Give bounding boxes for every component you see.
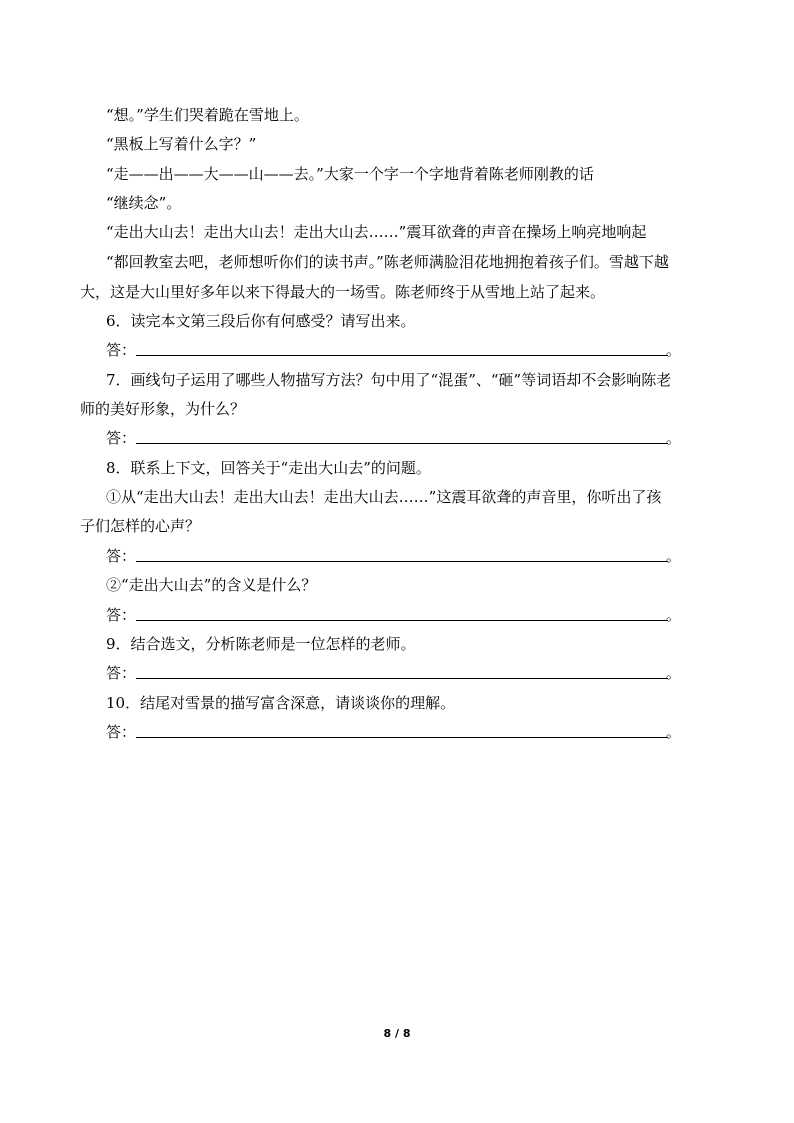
answer-label: 答： [106,723,137,741]
story-line-6: “都回教室去吧，老师想听你们的读书声。”陈老师满脸泪花地拥抱着孩子们。雪越下越 [106,253,669,271]
answer-period: 。 [666,341,682,359]
story-line-5: “走出大山去！走出大山去！走出大山去……”震耳欲聋的声音在操场上响亮地响起 [106,223,647,241]
story-line-4: “继续念”。 [106,194,182,212]
answer-line [136,355,668,356]
answer-label: 答： [106,341,137,359]
answer-line [136,678,668,679]
question-8-1-line-1: ①从“走出大山去！走出大山去！走出大山去……”这震耳欲聋的声音里，你听出了孩 [106,488,662,506]
story-line-7: 大，这是大山里好多年以来下得最大的一场雪。陈老师终于从雪地上站了起来。 [80,283,606,301]
answer-line [136,443,668,444]
question-7-line-2: 师的美好形象，为什么？ [80,400,246,418]
answer-period: 。 [666,547,682,565]
answer-label: 答： [106,429,137,447]
page-number: 8 / 8 [383,1027,411,1040]
question-7-line-1: 7．画线句子运用了哪些人物描写方法？句中用了“混蛋”、“砸”等词语却不会影响陈老 [106,371,672,389]
question-8-2: ②“走出大山去”的含义是什么？ [106,576,317,594]
answer-label: 答： [106,606,137,624]
answer-period: 。 [666,429,682,447]
story-line-3: “走——出——大——山——去。”大家一个字一个字地背着陈老师刚教的话 [106,165,594,183]
question-9: 9．结合选文，分析陈老师是一位怎样的老师。 [106,635,416,653]
answer-period: 。 [666,723,682,741]
answer-line [136,561,668,562]
answer-period: 。 [666,664,682,682]
answer-label: 答： [106,664,137,682]
answer-label: 答： [106,547,137,565]
question-8-1-line-2: 子们怎样的心声？ [80,517,201,535]
question-8: 8．联系上下文，回答关于“走出大山去”的问题。 [106,459,431,477]
story-line-1: “想。”学生们哭着跪在雪地上。 [106,106,309,124]
answer-line [136,737,668,738]
answer-line [136,620,668,621]
question-6: 6．读完本文第三段后你有何感受？请写出来。 [106,312,416,330]
question-10: 10．结尾对雪景的描写富含深意，请谈谈你的理解。 [106,694,456,712]
answer-period: 。 [666,606,682,624]
story-line-2: “黑板上写着什么字？” [106,135,257,153]
